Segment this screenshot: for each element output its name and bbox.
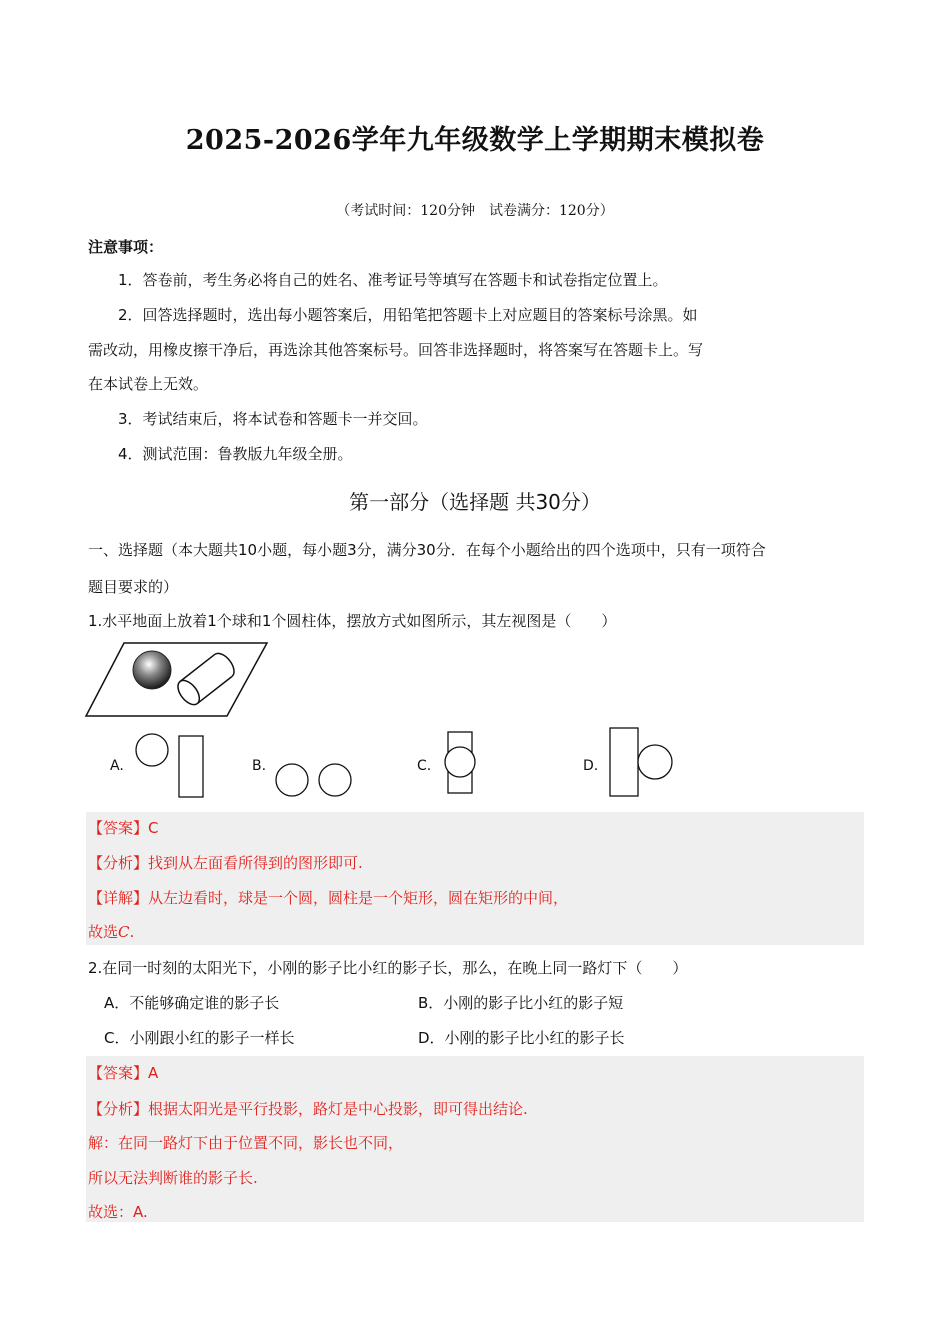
- notice-item: 4．测试范围：鲁教版九年级全册。: [118, 445, 353, 463]
- question-1-stem: 1.水平地面上放着1个球和1个圆柱体，摆放方式如图所示，其左视图是（ ）: [88, 612, 617, 630]
- q2-answer: 【答案】A: [88, 1064, 159, 1082]
- q2-analysis: 【分析】根据太阳光是平行投影，路灯是中心投影，即可得出结论.: [88, 1100, 528, 1118]
- option-c-label: C.: [417, 758, 432, 774]
- sphere-cylinder-figure: [84, 638, 274, 722]
- q2-solution-line: 故选：A.: [88, 1203, 148, 1221]
- notice-item: 在本试卷上无效。: [88, 375, 209, 393]
- q1-conclusion-prefix: 故选: [88, 923, 119, 941]
- option-d-figure: [606, 726, 676, 798]
- q2-option-b: B．小刚的影子比小红的影子短: [418, 994, 624, 1012]
- exam-info: （考试时间：120分钟 试卷满分：120分）: [336, 203, 614, 219]
- q2-option-c: C．小刚跟小红的影子一样长: [104, 1029, 295, 1047]
- q1-answer-box: [86, 812, 864, 945]
- q1-conclusion: [88, 921, 134, 942]
- option-a-figure: [133, 732, 208, 800]
- q1-answer: 【答案】C: [88, 819, 159, 837]
- q2-option-a: A．不能够确定谁的影子长: [104, 994, 280, 1012]
- notice-item: 2．回答选择题时，选出每小题答案后，用铅笔把答题卡上对应题目的答案标号涂黑。如: [118, 306, 698, 324]
- option-c-figure: [444, 730, 480, 796]
- option-a-label: A.: [110, 758, 124, 774]
- q1-analysis: 【分析】找到从左面看所得到的图形即可.: [88, 854, 363, 872]
- q2-option-d: D．小刚的影子比小红的影子长: [418, 1029, 625, 1047]
- option-b-figure: [272, 762, 357, 800]
- q1-detail: 【详解】从左边看时，球是一个圆，圆柱是一个矩形，圆在矩形的中间，: [88, 889, 569, 907]
- notice-item: 3．考试结束后，将本试卷和答题卡一并交回。: [118, 410, 428, 428]
- notice-heading: 注意事项：: [88, 238, 164, 256]
- page-title: 2025-2026学年九年级数学上学期期末模拟卷: [185, 125, 765, 156]
- notice-item: 需改动，用橡皮擦干净后，再选涂其他答案标号。回答非选择题时，将答案写在答题卡上。写: [88, 341, 704, 359]
- q2-solution-line: 解：在同一路灯下由于位置不同，影长也不同，: [88, 1134, 404, 1152]
- option-d-label: D.: [583, 758, 599, 774]
- question-2-stem: 2.在同一时刻的太阳光下，小刚的影子比小红的影子长，那么，在晚上同一路灯下（ ）: [88, 959, 688, 977]
- part-intro: 题目要求的）: [88, 578, 179, 596]
- q1-conclusion-suffix: .: [129, 923, 135, 941]
- notice-item: 1．答卷前，考生务必将自己的姓名、准考证号等填写在答题卡和试卷指定位置上。: [118, 271, 668, 289]
- section-title: 第一部分（选择题 共30分）: [349, 490, 601, 514]
- part-intro: 一、选择题（本大题共10小题，每小题3分，满分30分．在每个小题给出的四个选项中，只有一项符合: [88, 541, 766, 559]
- option-b-label: B.: [252, 758, 267, 774]
- q1-conclusion-letter: C: [118, 923, 130, 941]
- q2-solution-line: 所以无法判断谁的影子长.: [88, 1169, 258, 1187]
